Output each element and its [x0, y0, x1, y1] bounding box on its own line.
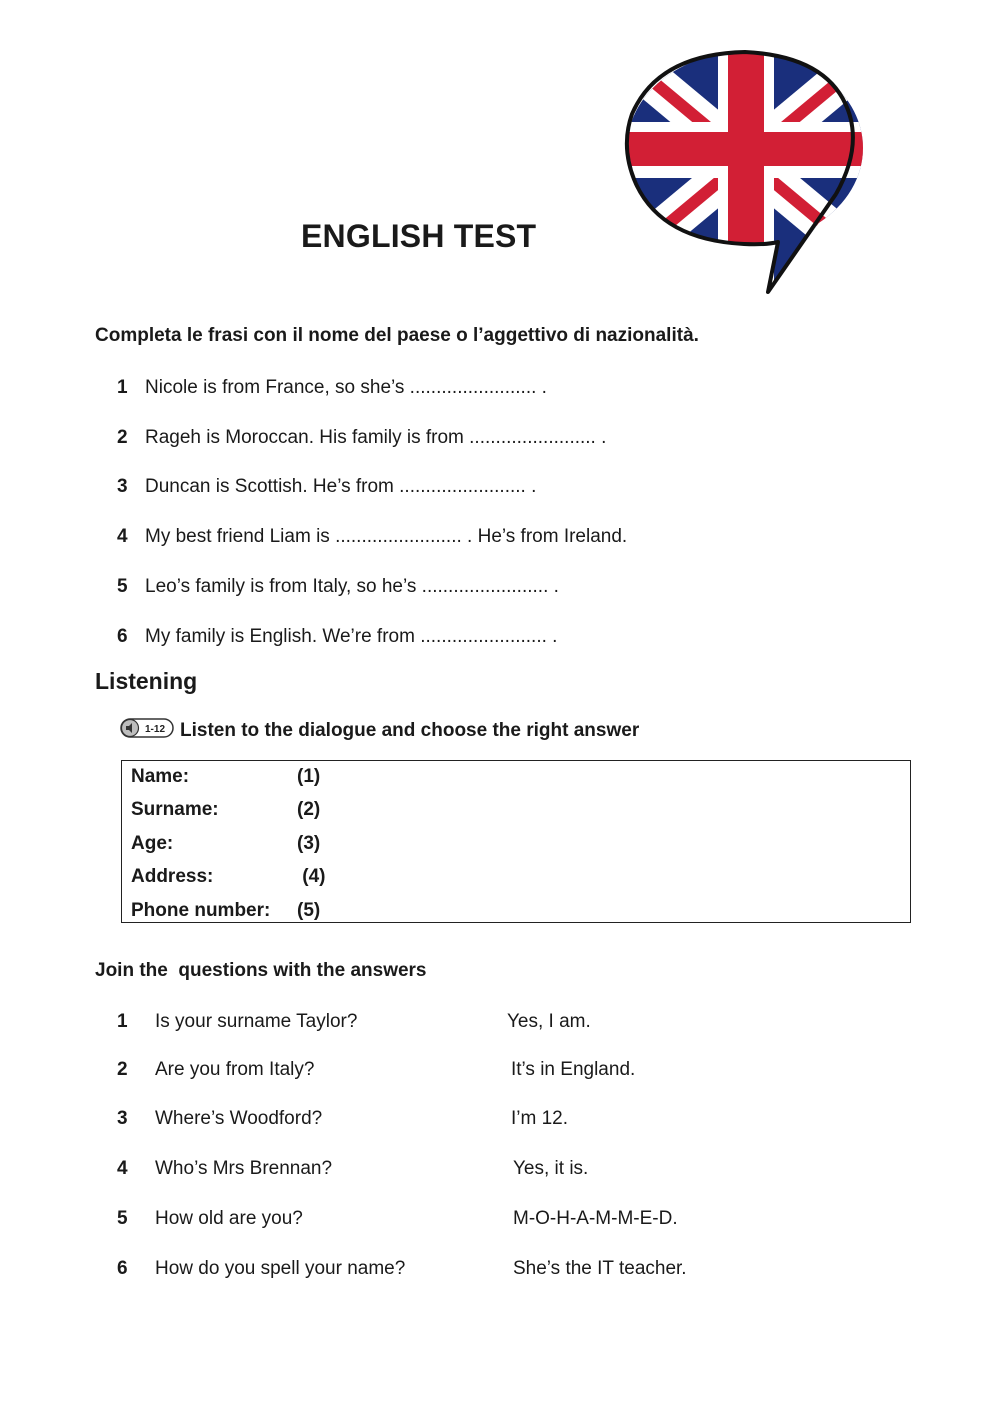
answer-item: M-O-H-A-M-M-E-D. — [513, 1208, 678, 1229]
info-ref: (2) — [297, 799, 321, 820]
question-text: How do you spell your name? — [155, 1258, 406, 1279]
audio-speaker-icon — [120, 718, 174, 738]
info-row — [131, 866, 326, 888]
join-heading: Join the questions with the answers — [95, 960, 427, 981]
sentence-item — [117, 576, 559, 598]
info-row — [131, 766, 320, 788]
question-text: Where’s Woodford? — [155, 1108, 323, 1129]
sentence-text: Duncan is Scottish. He’s from ........................ . — [145, 476, 537, 497]
listening-answer-box — [121, 760, 911, 923]
answer-item: Yes, it is. — [513, 1158, 589, 1179]
question-item — [117, 1208, 303, 1230]
info-row — [131, 833, 320, 855]
info-ref: (4) — [297, 866, 326, 887]
sentence-item — [117, 526, 627, 548]
info-ref: (1) — [297, 766, 321, 787]
info-row — [131, 799, 320, 821]
track-number: 1-12 — [144, 724, 166, 735]
sentence-item — [117, 476, 536, 498]
question-text: Who’s Mrs Brennan? — [155, 1158, 333, 1179]
question-number: 4 — [117, 1158, 128, 1179]
info-label: Name: — [131, 766, 190, 787]
info-ref: (5) — [297, 900, 321, 921]
answer-item: It’s in England. — [511, 1059, 636, 1080]
item-number: 6 — [117, 626, 128, 647]
sentence-item — [117, 377, 547, 399]
sentence-text: Leo’s family is from Italy, so he’s ........................ . — [145, 576, 559, 597]
question-text: How old are you? — [155, 1208, 303, 1229]
answer-item: I’m 12. — [511, 1108, 569, 1129]
info-label: Surname: — [131, 799, 219, 820]
question-item — [117, 1059, 314, 1081]
question-number: 1 — [117, 1011, 128, 1032]
info-ref: (3) — [297, 833, 321, 854]
info-row — [131, 900, 320, 922]
item-number: 3 — [117, 476, 128, 497]
union-jack-speech-bubble-icon — [618, 44, 874, 300]
item-number: 2 — [117, 427, 128, 448]
question-item — [117, 1108, 322, 1130]
sentence-text: My best friend Liam is ........................ . He’s from Ireland. — [145, 526, 628, 547]
question-text: Is your surname Taylor? — [155, 1011, 358, 1032]
question-number: 2 — [117, 1059, 128, 1080]
answer-item: Yes, I am. — [507, 1011, 591, 1032]
sentence-item — [117, 626, 557, 648]
page-title: ENGLISH TEST — [301, 218, 537, 254]
listening-heading: Listening — [95, 668, 198, 694]
question-item — [117, 1158, 332, 1180]
question-item — [117, 1258, 405, 1280]
info-label: Age: — [131, 833, 174, 854]
item-number: 5 — [117, 576, 128, 597]
listening-instruction: Listen to the dialogue and choose the right answer — [180, 720, 640, 741]
question-number: 3 — [117, 1108, 128, 1129]
answer-item: She’s the IT teacher. — [513, 1258, 687, 1279]
sentence-text: Rageh is Moroccan. His family is from ........................ . — [145, 427, 607, 448]
question-text: Are you from Italy? — [155, 1059, 315, 1080]
question-number: 5 — [117, 1208, 128, 1229]
sentence-text: My family is English. We’re from ........................ . — [145, 626, 558, 647]
question-item — [117, 1011, 357, 1033]
item-number: 1 — [117, 377, 128, 398]
sentence-text: Nicole is from France, so she’s ........................ . — [145, 377, 547, 398]
sentence-item — [117, 427, 606, 449]
exercise-instruction: Completa le frasi con il nome del paese o l’aggettivo di nazionalità. — [95, 325, 699, 346]
info-label: Address: — [131, 866, 214, 887]
info-label: Phone number: — [131, 900, 271, 921]
question-number: 6 — [117, 1258, 128, 1279]
item-number: 4 — [117, 526, 128, 547]
